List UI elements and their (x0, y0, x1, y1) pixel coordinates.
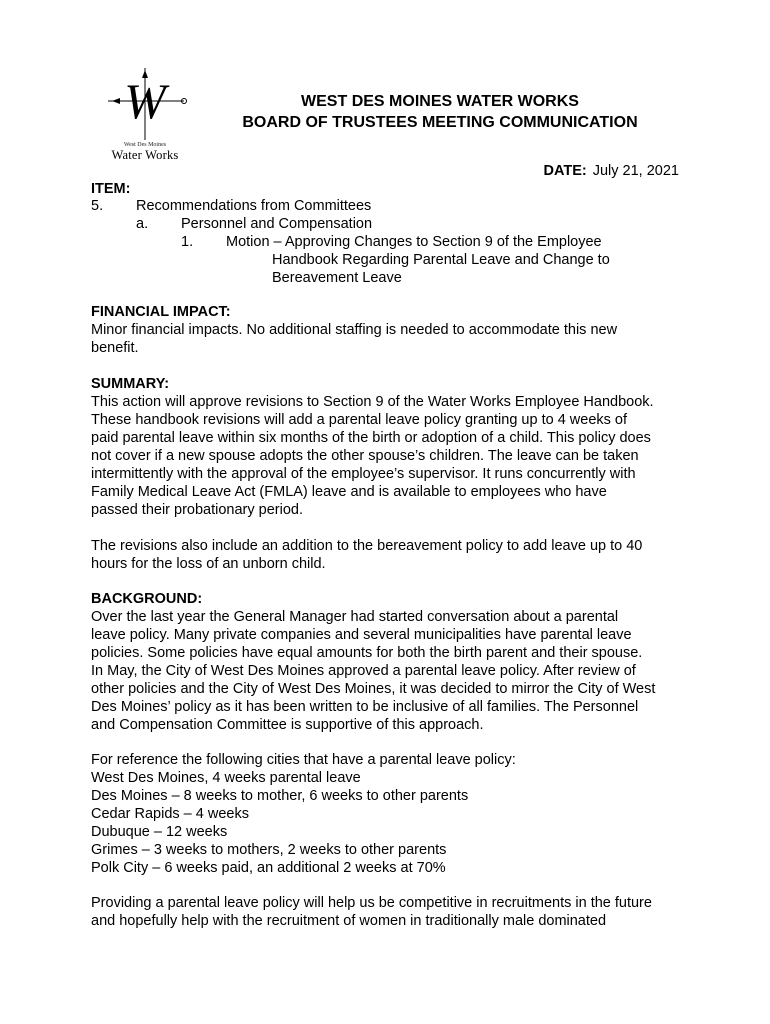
date-label: DATE: (543, 163, 587, 179)
compass-w-icon (108, 68, 188, 142)
city-list-item: Grimes – 3 weeks to mothers, 2 weeks to other parents (91, 842, 447, 858)
background-heading: BACKGROUND: (91, 591, 203, 607)
motion-number: 1. (181, 234, 194, 250)
background-line: other policies and the City of West Des Moines, it was decided to mirror the City of West (91, 681, 656, 697)
background-line: leave policy. Many private companies and several municipalities have parental leave (91, 627, 632, 643)
motion-line-2: Handbook Regarding Parental Leave and Change to (272, 252, 610, 268)
background-line: Over the last year the General Manager had started conversation about a parental (91, 609, 619, 625)
city-list-item: Polk City – 6 weeks paid, an additional 2 weeks at 70% (91, 860, 446, 876)
item-heading: ITEM: (91, 181, 131, 197)
summary-line: paid parental leave within six months of the birth or adoption of a child. This policy does (91, 430, 651, 446)
city-list-item: Cedar Rapids – 4 weeks (91, 806, 249, 822)
background-line: In May, the City of West Des Moines approved a parental leave policy. After review of (91, 663, 636, 679)
meeting-date (544, 163, 680, 179)
summary-line: hours for the loss of an unborn child. (91, 556, 326, 572)
background-line: Providing a parental leave policy will help us be competitive in recruitments in the future (91, 895, 652, 911)
motion-line-1: Motion – Approving Changes to Section 9 of the Employee (226, 234, 602, 250)
summary-line: The revisions also include an addition to the bereavement policy to add leave up to 40 (91, 538, 643, 554)
background-line: policies. Some policies have equal amounts for both the birth parent and their spouse. (91, 645, 643, 661)
summary-line: intermittently with the approval of the employee’s supervisor. It runs concurrently with (91, 466, 636, 482)
water-works-logo (108, 68, 188, 168)
background-line: Des Moines’ policy as it has been written to be inclusive of all families. The Personnel (91, 699, 639, 715)
summary-line: Family Medical Leave Act (FMLA) leave and is available to employees who have (91, 484, 607, 500)
summary-line: passed their probationary period. (91, 502, 303, 518)
financial-heading: FINANCIAL IMPACT: (91, 304, 231, 320)
summary-line: This action will approve revisions to Section 9 of the Water Works Employee Handbook. (91, 394, 654, 410)
logo-small-text: West Des Moines (123, 142, 167, 148)
item-title: Recommendations from Committees (136, 198, 372, 214)
background-line: and Compensation Committee is supportive of this approach. (91, 717, 484, 733)
city-list-item: West Des Moines, 4 weeks parental leave (91, 770, 361, 786)
motion-line-3: Bereavement Leave (272, 270, 402, 286)
svg-text:W: W (124, 73, 166, 129)
summary-line: not cover if a new spouse adopts the other spouse’s children. The leave can be taken (91, 448, 639, 464)
city-list-item: Des Moines – 8 weeks to mother, 6 weeks to other parents (91, 788, 469, 804)
background-line: For reference the following cities that have a parental leave policy: (91, 752, 516, 768)
background-line: and hopefully help with the recruitment of women in traditionally male dominated (91, 913, 607, 929)
summary-line: These handbook revisions will add a parental leave policy granting up to 4 weeks of (91, 412, 628, 428)
title-line-1: WEST DES MOINES WATER WORKS (301, 93, 579, 110)
summary-heading: SUMMARY: (91, 376, 170, 392)
sub-item-letter: a. (136, 216, 149, 232)
city-list-item: Dubuque – 12 weeks (91, 824, 228, 840)
sub-item-title: Personnel and Compensation (181, 216, 373, 232)
title-line-2: BOARD OF TRUSTEES MEETING COMMUNICATION (242, 114, 638, 131)
item-number: 5. (91, 198, 104, 214)
financial-line: Minor financial impacts. No additional staffing is needed to accommodate this new (91, 322, 618, 338)
logo-name-text: Water Works (111, 148, 179, 162)
financial-line: benefit. (91, 340, 139, 356)
date-value: July 21, 2021 (592, 163, 679, 179)
